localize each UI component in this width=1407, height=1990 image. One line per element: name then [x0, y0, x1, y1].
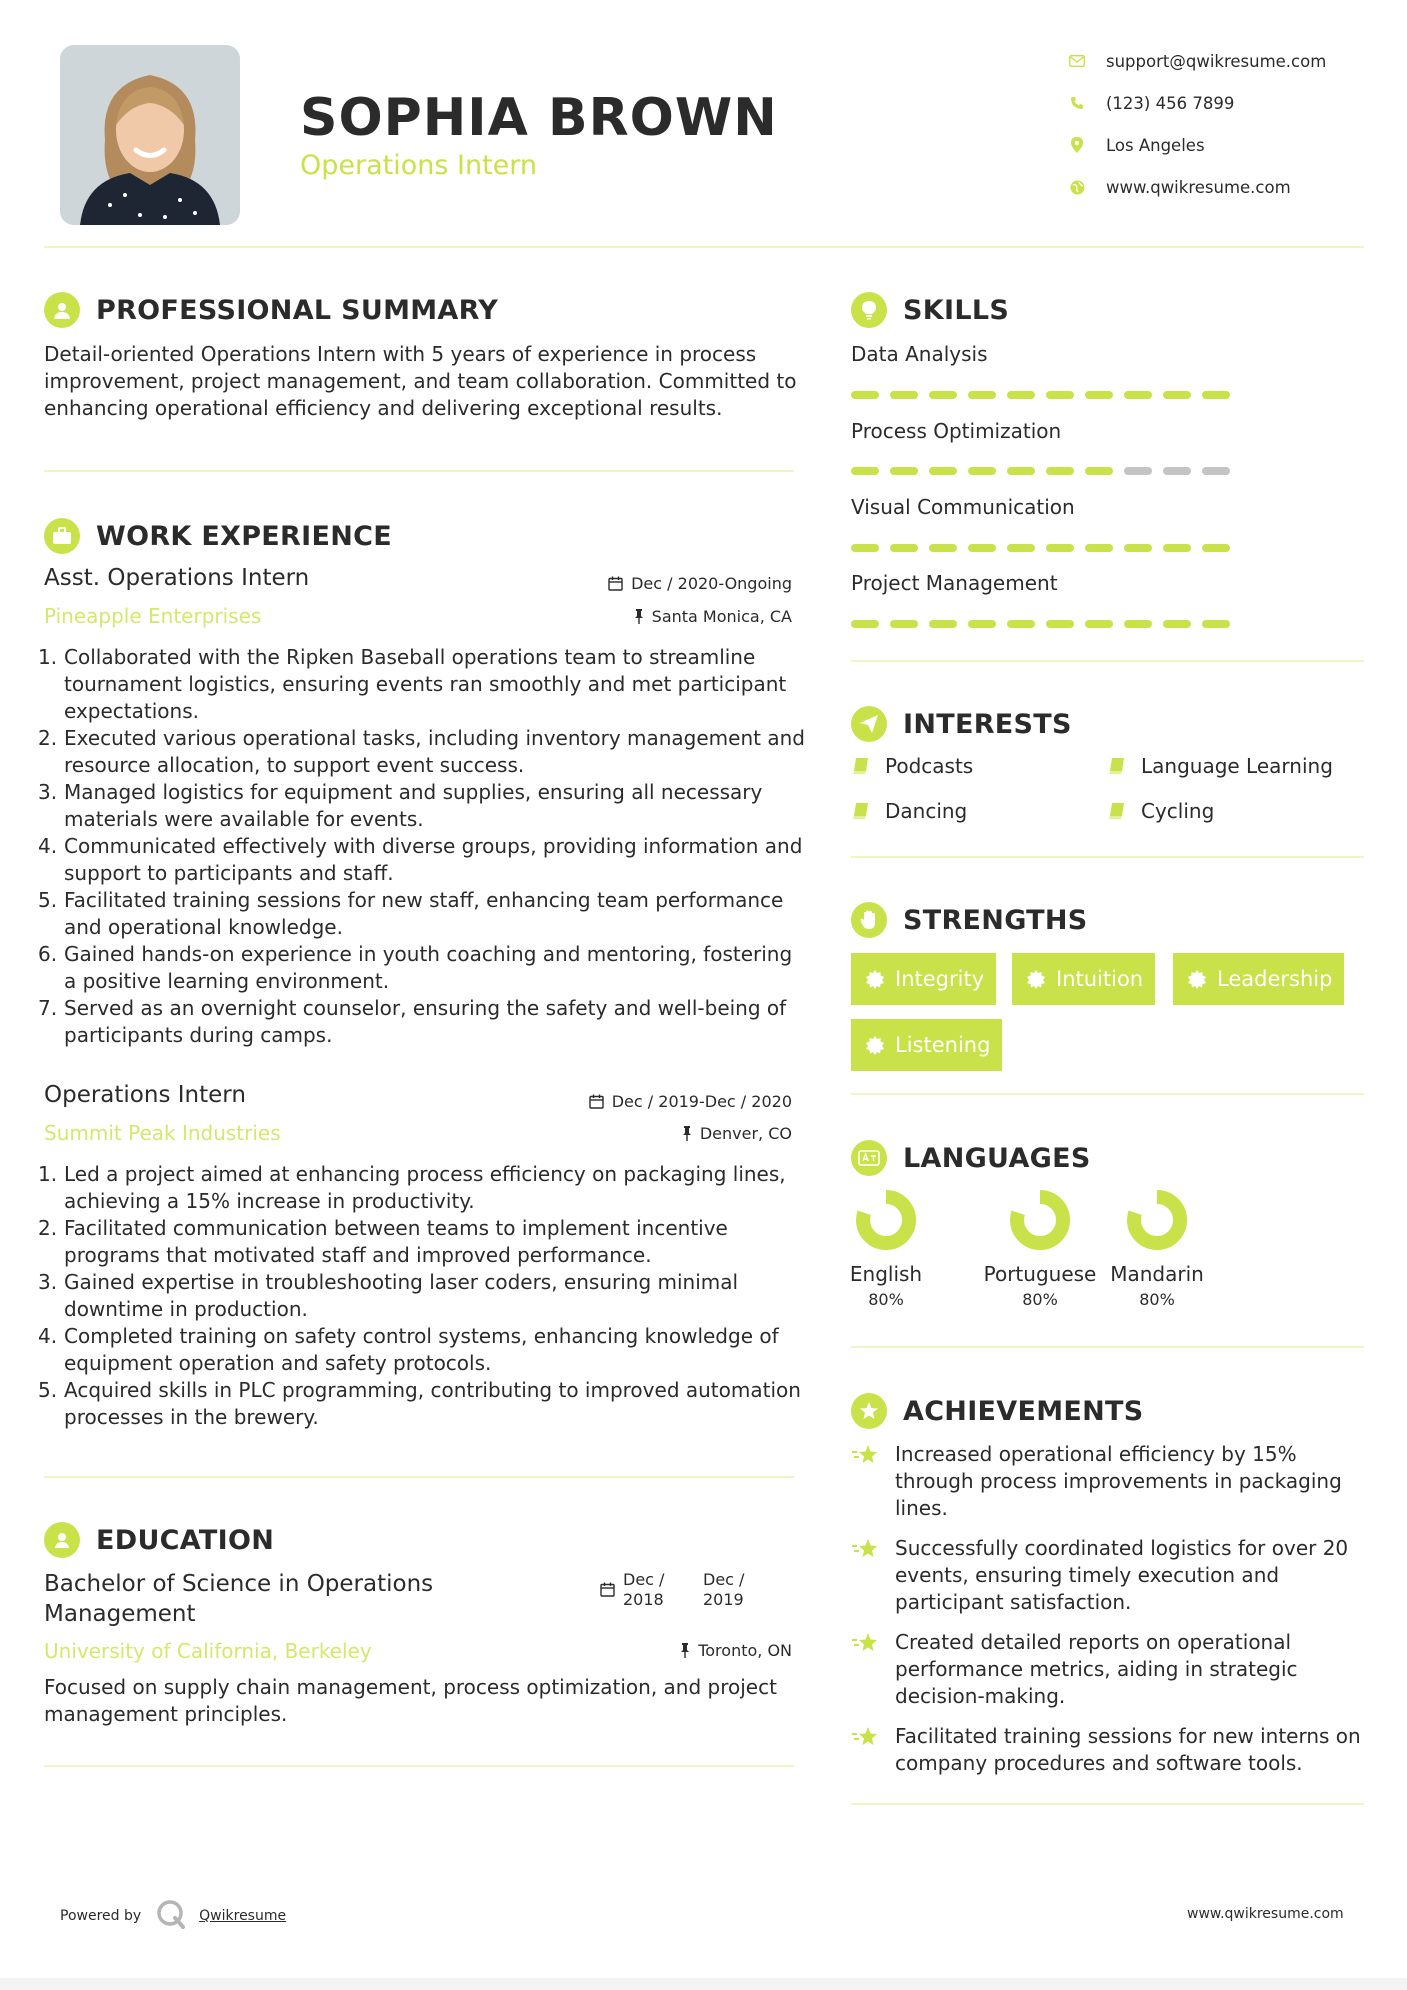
- contact-website[interactable]: [1066, 166, 1326, 208]
- skill-dash-filled: [1163, 544, 1191, 552]
- skill-dash-empty: [1202, 467, 1230, 475]
- strength-label: Intuition: [1056, 967, 1144, 991]
- job-1-title: Asst. Operations Intern: [44, 565, 310, 591]
- languages-divider: [851, 1346, 1364, 1348]
- skill-1-rating: [851, 391, 1241, 399]
- user-icon: [44, 292, 80, 328]
- list-item: Led a project aimed at enhancing process efficiency on packaging lines, achieving a 15% increase in productivity.: [64, 1162, 786, 1213]
- briefcase-icon: [44, 518, 80, 554]
- skill-2-name: Process Optimization: [851, 419, 1062, 443]
- skill-dash-filled: [929, 620, 957, 628]
- star-icon: [851, 1443, 881, 1467]
- star-badge-icon: [851, 1393, 887, 1429]
- skill-dash-filled: [890, 544, 918, 552]
- book-icon: [851, 801, 871, 821]
- interests-divider: [851, 856, 1364, 858]
- contact-website-text: www.qwikresume.com: [1106, 177, 1291, 197]
- calendar-icon: [600, 1582, 615, 1597]
- book-icon: [851, 756, 871, 776]
- skill-4-rating: [851, 620, 1241, 628]
- contact-location: [1066, 124, 1326, 166]
- education-divider: [44, 1765, 794, 1767]
- badge-icon: [865, 1035, 885, 1055]
- job-1-company: Pineapple Enterprises: [44, 604, 262, 628]
- skill-dash-filled: [1085, 620, 1113, 628]
- contact-list: [1066, 40, 1326, 208]
- work-divider: [44, 1476, 794, 1478]
- list-item: Collaborated with the Ripken Baseball operations team to streamline tournament logistics, ensuring events ran smoothly and met participant expectations.: [64, 645, 787, 723]
- skills-divider: [851, 660, 1364, 662]
- skill-dash-filled: [968, 544, 996, 552]
- header-divider: [44, 246, 1364, 248]
- education-title: EDUCATION: [96, 1524, 275, 1556]
- list-item: Served as an overnight counselor, ensuring the safety and well-being of participants during camps.: [64, 996, 787, 1047]
- skill-dash-filled: [1085, 467, 1113, 475]
- skill-dash-filled: [1124, 391, 1152, 399]
- skill-dash-filled: [1202, 620, 1230, 628]
- badge-icon: [865, 969, 885, 989]
- bottom-strip: [0, 1978, 1407, 1990]
- skill-4-name: Project Management: [851, 571, 1058, 595]
- job-2-company: Summit Peak Industries: [44, 1121, 281, 1145]
- list-item: Communicated effectively with diverse groups, providing information and support to participants and staff.: [64, 834, 803, 885]
- language-percent: 80%: [1022, 1290, 1058, 1309]
- interest-label: Language Learning: [1141, 754, 1333, 778]
- skill-dash-filled: [890, 391, 918, 399]
- skill-dash-filled: [890, 620, 918, 628]
- book-icon: [1107, 756, 1127, 776]
- skill-dash-filled: [1163, 620, 1191, 628]
- graduation-icon: [44, 1522, 80, 1558]
- language-name: English: [849, 1262, 923, 1286]
- language-progress-ring: [1127, 1190, 1187, 1250]
- book-icon: [1107, 801, 1127, 821]
- contact-location-text: Los Angeles: [1106, 135, 1205, 155]
- list-item: Executed various operational tasks, including inventory management and resource allocation, to support event success.: [64, 726, 805, 777]
- skill-dash-filled: [1046, 544, 1074, 552]
- globe-icon: [1066, 176, 1088, 198]
- location-icon: [1066, 134, 1088, 156]
- badge-icon: [1187, 969, 1207, 989]
- calendar-icon: [608, 576, 623, 591]
- skill-dash-filled: [1163, 391, 1191, 399]
- summary-title: PROFESSIONAL SUMMARY: [96, 294, 499, 326]
- envelope-icon: [1066, 50, 1088, 72]
- job-1-date: [540, 574, 792, 593]
- phone-icon: [1066, 92, 1088, 114]
- star-icon: [851, 1631, 881, 1655]
- achievements-divider: [851, 1803, 1364, 1805]
- job-1-bullets: [36, 644, 806, 1049]
- strength-label: Leadership: [1217, 967, 1333, 991]
- summary-text: Detail-oriented Operations Intern with 5 years of experience in process improvement, project management, and team collaboration. Committed to enhancing operational efficiency and delivering exceptional results.: [44, 342, 797, 420]
- strength-label: Listening: [895, 1033, 991, 1057]
- achievement-text: Created detailed reports on operational performance metrics, aiding in strategic decision-making.: [895, 1630, 1298, 1708]
- skill-dash-filled: [929, 544, 957, 552]
- achievement-item-4: [851, 1723, 1371, 1777]
- strength-tag-4: [851, 1019, 1002, 1071]
- contact-email-text: support@qwikresume.com: [1106, 51, 1327, 71]
- list-item: Gained expertise in troubleshooting laser coders, ensuring minimal downtime in production.: [64, 1270, 739, 1321]
- achievement-text: Successfully coordinated logistics for over 20 events, ensuring timely execution and participant satisfaction.: [895, 1536, 1349, 1614]
- achievement-item-3: [851, 1629, 1371, 1710]
- skill-dash-filled: [968, 620, 996, 628]
- education-end-date: Dec / 2019: [703, 1570, 745, 1609]
- list-item: Managed logistics for equipment and supplies, ensuring all necessary materials were available for events.: [64, 780, 763, 831]
- language-percent: 80%: [1139, 1290, 1175, 1309]
- interest-item-4: [1107, 799, 1214, 823]
- skill-dash-empty: [1124, 467, 1152, 475]
- strength-label: Integrity: [895, 967, 985, 991]
- interest-label: Podcasts: [885, 754, 974, 778]
- achievement-item-1: [851, 1441, 1371, 1522]
- interest-item-1: [851, 754, 973, 778]
- job-1-location: [540, 607, 792, 626]
- education-dates: [600, 1570, 770, 1610]
- strengths-heading: [851, 902, 1088, 938]
- language-percent: 80%: [868, 1290, 904, 1309]
- skill-dash-filled: [1085, 391, 1113, 399]
- translate-icon: [851, 1140, 887, 1176]
- job-2-date-text: Dec / 2019-Dec / 2020: [611, 1092, 792, 1111]
- achievement-text: Facilitated training sessions for new interns on company procedures and software tools.: [895, 1724, 1361, 1775]
- footer-brand-link[interactable]: Qwikresume: [199, 1908, 287, 1924]
- list-item: Acquired skills in PLC programming, contributing to improved automation processes in the brewery.: [64, 1378, 801, 1429]
- star-icon: [851, 1537, 881, 1561]
- skill-dash-filled: [1046, 391, 1074, 399]
- skill-2-rating: [851, 467, 1241, 475]
- interest-label: Cycling: [1141, 799, 1215, 823]
- skill-dash-filled: [851, 544, 879, 552]
- skill-3-name: Visual Communication: [851, 495, 1075, 519]
- skill-dash-filled: [851, 467, 879, 475]
- pin-icon: [682, 1126, 692, 1141]
- job-2-title: Operations Intern: [44, 1082, 246, 1108]
- candidate-role: Operations Intern: [300, 150, 538, 181]
- skill-3-rating: [851, 544, 1241, 552]
- pin-icon: [634, 609, 644, 624]
- skill-dash-filled: [929, 391, 957, 399]
- skill-dash-filled: [1085, 544, 1113, 552]
- skill-1-name: Data Analysis: [851, 342, 988, 366]
- contact-phone-text: (123) 456 7899: [1106, 93, 1235, 113]
- achievement-item-2: [851, 1535, 1371, 1616]
- summary-divider: [44, 470, 794, 472]
- job-2-bullets: [36, 1161, 806, 1431]
- strength-tag-2: [1012, 953, 1155, 1005]
- language-item-1: [811, 1190, 961, 1309]
- contact-phone[interactable]: [1066, 82, 1326, 124]
- education-location: [540, 1641, 792, 1660]
- skills-title: SKILLS: [903, 294, 1010, 326]
- list-item: Facilitated communication between teams to implement incentive programs that motivated staff and improved performance.: [64, 1216, 728, 1267]
- paper-plane-icon: [851, 706, 887, 742]
- footer-powered-by: [60, 1898, 286, 1934]
- education-degree: Bachelor of Science in Operations Management: [44, 1571, 434, 1627]
- pin-icon: [680, 1643, 690, 1658]
- language-progress-ring: [856, 1190, 916, 1250]
- list-item: Facilitated training sessions for new staff, enhancing team performance and operational knowledge.: [64, 888, 784, 939]
- strengths-title: STRENGTHS: [903, 904, 1088, 936]
- achievements-title: ACHIEVEMENTS: [903, 1395, 1144, 1427]
- languages-title: LANGUAGES: [903, 1142, 1091, 1174]
- calendar-icon: [589, 1094, 604, 1109]
- strength-tag-3: [1173, 953, 1344, 1005]
- skill-dash-filled: [1124, 544, 1152, 552]
- achievements-heading: [851, 1393, 1144, 1429]
- star-icon: [851, 1725, 881, 1749]
- education-start-date: Dec / 2018: [623, 1570, 665, 1609]
- interest-item-2: [1107, 754, 1333, 778]
- work-title: WORK EXPERIENCE: [96, 520, 392, 552]
- skill-dash-filled: [1046, 620, 1074, 628]
- skill-dash-filled: [968, 391, 996, 399]
- skill-dash-filled: [851, 620, 879, 628]
- job-2-date: [540, 1092, 792, 1111]
- interest-label: Dancing: [885, 799, 968, 823]
- interests-title: INTERESTS: [903, 708, 1072, 740]
- profile-photo: [60, 45, 240, 225]
- education-heading: [44, 1522, 274, 1558]
- skill-dash-filled: [1202, 391, 1230, 399]
- languages-heading: [851, 1140, 1091, 1176]
- language-name: Portuguese: [983, 1262, 1097, 1286]
- job-1-date-text: Dec / 2020-Ongoing: [631, 574, 792, 593]
- footer-website-link[interactable]: www.qwikresume.com: [1187, 1906, 1344, 1922]
- skill-dash-filled: [1046, 467, 1074, 475]
- job-2-location-text: Denver, CO: [699, 1124, 792, 1143]
- skill-dash-filled: [1007, 544, 1035, 552]
- lightbulb-icon: [851, 292, 887, 328]
- education-school: University of California, Berkeley: [44, 1639, 372, 1663]
- interests-heading: [851, 706, 1072, 742]
- language-item-3: [1082, 1190, 1232, 1309]
- candidate-name: SOPHIA BROWN: [300, 88, 778, 148]
- achievement-text: Increased operational efficiency by 15% through process improvements in packaging lines.: [895, 1442, 1342, 1520]
- powered-by-text: Powered by: [60, 1908, 142, 1924]
- strengths-divider: [851, 1093, 1364, 1095]
- skill-dash-filled: [1007, 620, 1035, 628]
- contact-email[interactable]: [1066, 40, 1326, 82]
- qwikresume-logo-icon: [155, 1898, 187, 1934]
- list-item: Gained hands-on experience in youth coaching and mentoring, fostering a positive learning environment.: [64, 942, 793, 993]
- language-name: Mandarin: [1110, 1262, 1204, 1286]
- education-text: Focused on supply chain management, process optimization, and project management principles.: [44, 1675, 777, 1726]
- skill-dash-empty: [1163, 467, 1191, 475]
- skill-dash-filled: [968, 467, 996, 475]
- summary-heading: [44, 292, 498, 328]
- skill-dash-filled: [1007, 391, 1035, 399]
- skill-dash-filled: [890, 467, 918, 475]
- list-item: Completed training on safety control systems, enhancing knowledge of equipment operation and safety protocols.: [64, 1324, 779, 1375]
- job-1-location-text: Santa Monica, CA: [651, 607, 792, 626]
- interest-item-3: [851, 799, 967, 823]
- skill-dash-filled: [1124, 620, 1152, 628]
- badge-icon: [1026, 969, 1046, 989]
- skill-dash-filled: [851, 391, 879, 399]
- strength-tag-1: [851, 953, 996, 1005]
- skill-dash-filled: [1007, 467, 1035, 475]
- skill-dash-filled: [1202, 544, 1230, 552]
- job-2-location: [540, 1124, 792, 1143]
- work-heading: [44, 518, 392, 554]
- skills-heading: [851, 292, 1009, 328]
- skill-dash-filled: [929, 467, 957, 475]
- language-progress-ring: [1010, 1190, 1070, 1250]
- hand-icon: [851, 902, 887, 938]
- education-location-text: Toronto, ON: [698, 1641, 792, 1660]
